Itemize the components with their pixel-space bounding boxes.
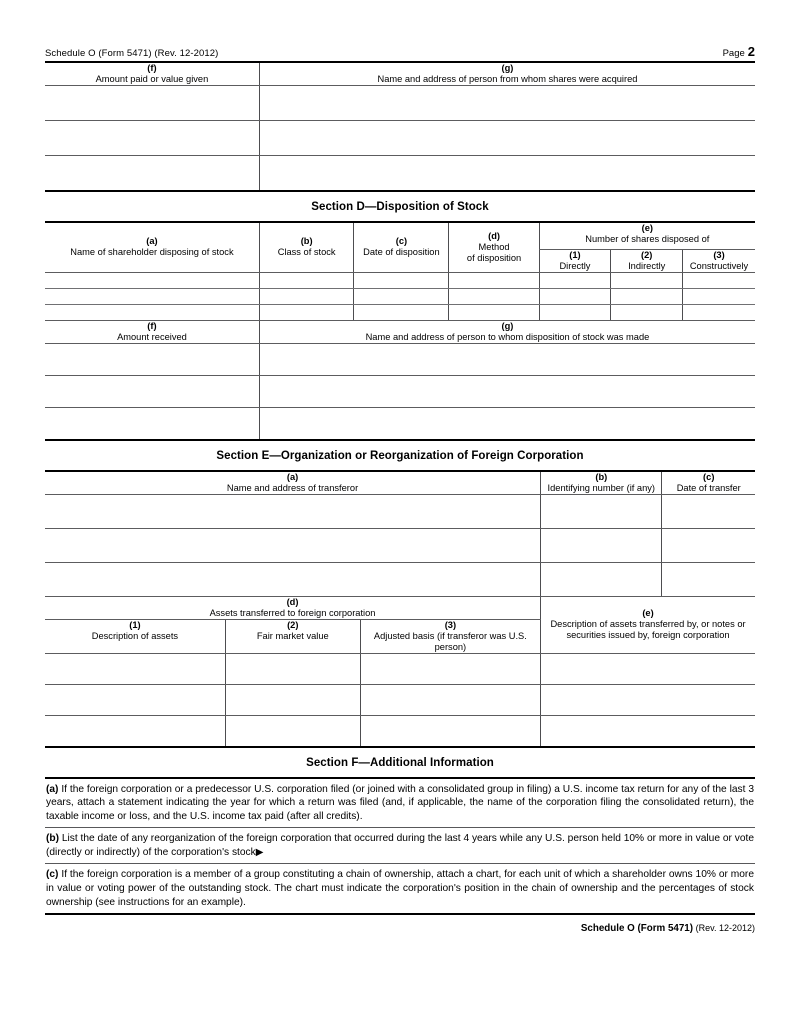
footer-form-name: Schedule O (Form 5471)	[580, 923, 694, 935]
subcolumn-header-d1	[45, 619, 225, 653]
entry-cell-fair-market-value[interactable]	[225, 715, 360, 747]
column-header-b	[541, 471, 662, 494]
entry-cell-transferor-name-address[interactable]	[45, 562, 541, 596]
entry-cell-amount-paid[interactable]	[45, 120, 259, 155]
table-row[interactable]	[45, 715, 755, 747]
entry-cell-shareholder-name[interactable]	[45, 272, 259, 288]
column-header-c	[662, 471, 755, 494]
table-row[interactable]	[45, 120, 755, 155]
form-footer	[45, 915, 755, 934]
column-title-e: Number of shares disposed of	[585, 233, 710, 244]
subcolumn-header-e3	[683, 249, 755, 272]
entry-cell-identifying-number[interactable]	[541, 494, 662, 528]
section-f-body	[45, 777, 755, 916]
section-e-title: Section E—Organization or Reorganization of Foreign Corporation	[216, 449, 584, 462]
entry-cell-description-transferred[interactable]	[541, 684, 755, 715]
entry-cell-indirectly[interactable]	[611, 304, 683, 320]
subcolumn-header-d3	[360, 619, 540, 653]
entry-cell-class-of-stock[interactable]	[259, 288, 353, 304]
column-letter-d: (d)	[286, 596, 299, 607]
subcolumn-letter-e3: (3)	[713, 249, 725, 260]
entry-cell-name-address[interactable]	[259, 120, 755, 155]
entry-cell-method[interactable]	[449, 304, 539, 320]
section-f-item-a-letter: (a)	[46, 783, 59, 795]
subcolumn-letter-e1: (1)	[569, 249, 581, 260]
column-letter-a: (a)	[286, 471, 299, 482]
form-sheet	[45, 44, 755, 934]
entry-cell-transferor-name-address[interactable]	[45, 494, 541, 528]
entry-cell-disposition-name-address[interactable]	[259, 375, 755, 407]
entry-cell-directly[interactable]	[539, 304, 611, 320]
page-number: 2	[747, 44, 755, 59]
entry-cell-adjusted-basis[interactable]	[360, 715, 540, 747]
table-row[interactable]	[45, 85, 755, 120]
column-letter-e: (e)	[641, 222, 653, 233]
column-title-b: Identifying number (if any)	[547, 482, 656, 493]
arrow-right-icon: ▶	[255, 846, 264, 858]
column-letter-e: (e)	[642, 608, 654, 619]
column-header-c	[354, 222, 449, 272]
table-row[interactable]	[45, 288, 755, 304]
column-title-c: Date of disposition	[363, 247, 440, 258]
column-title-g: Name and address of person to whom disposition of stock was made	[365, 331, 650, 342]
entry-cell-date-of-transfer[interactable]	[662, 494, 755, 528]
subcolumn-letter-e2: (2)	[640, 249, 653, 260]
column-header-f	[45, 62, 259, 85]
column-title-b: Class of stock	[277, 247, 336, 258]
section-f-title: Section F—Additional Information	[306, 756, 494, 769]
column-letter-c: (c)	[703, 471, 715, 482]
column-title-c: Date of transfer	[676, 482, 741, 493]
column-header-g	[259, 321, 755, 343]
section-f-item-a	[45, 779, 755, 828]
entry-cell-date-of-transfer[interactable]	[662, 528, 755, 562]
entry-cell-identifying-number[interactable]	[541, 562, 662, 596]
entry-cell-adjusted-basis[interactable]	[360, 653, 540, 684]
column-letter-d: (d)	[488, 230, 500, 241]
column-letter-g: (g)	[501, 63, 514, 73]
section-e-table	[45, 470, 755, 597]
form-identifier: Schedule O (Form 5471) (Rev. 12-2012)	[45, 48, 219, 59]
entry-cell-constructively[interactable]	[683, 304, 755, 320]
entry-cell-disposition-name-address[interactable]	[259, 343, 755, 375]
entry-cell-method[interactable]	[449, 288, 539, 304]
section-c-continued-table	[45, 61, 755, 192]
entry-cell-indirectly[interactable]	[611, 272, 683, 288]
section-f-item-b-letter: (b)	[46, 833, 60, 845]
entry-cell-shareholder-name[interactable]	[45, 288, 259, 304]
column-letter-f: (f)	[147, 320, 157, 331]
table-header-row-top	[45, 597, 755, 620]
section-f-item-c-letter: (c)	[46, 869, 59, 881]
subcolumn-title-e2: Indirectly	[628, 260, 666, 271]
entry-cell-date-of-disposition[interactable]	[354, 288, 449, 304]
column-header-a	[45, 222, 259, 272]
column-title-d-line1: Method	[478, 241, 510, 252]
entry-cell-directly[interactable]	[539, 288, 611, 304]
entry-cell-date-of-disposition[interactable]	[354, 304, 449, 320]
section-f-item-b-text: List the date of any reorganization of the foreign corporation that occurred during the last 4 years while any U.S. person held 10% or more in value or vote (directly or indirectly) of the corporation's stock	[46, 833, 754, 858]
subcolumn-header-e1	[539, 249, 611, 272]
entry-cell-description-transferred[interactable]	[541, 715, 755, 747]
column-title-d-line2: of disposition	[466, 252, 522, 263]
subcolumn-title-e1: Directly	[559, 260, 591, 271]
footer-revision: (Rev. 12-2012)	[695, 923, 755, 934]
entry-cell-constructively[interactable]	[683, 288, 755, 304]
page-header	[45, 44, 755, 61]
table-row[interactable]	[45, 562, 755, 596]
entry-cell-method[interactable]	[449, 272, 539, 288]
section-d-table	[45, 221, 755, 321]
entry-cell-description-of-assets[interactable]	[45, 684, 225, 715]
column-header-e	[541, 597, 755, 653]
page-label: Page	[722, 48, 745, 59]
entry-cell-description-of-assets[interactable]	[45, 653, 225, 684]
entry-cell-constructively[interactable]	[683, 272, 755, 288]
table-row[interactable]	[45, 684, 755, 715]
entry-cell-description-transferred[interactable]	[541, 653, 755, 684]
table-header-row	[45, 471, 755, 494]
subcolumn-header-d2	[225, 619, 360, 653]
entry-cell-amount-paid[interactable]	[45, 85, 259, 120]
table-row[interactable]	[45, 375, 755, 407]
column-header-d	[449, 222, 539, 272]
entry-cell-class-of-stock[interactable]	[259, 272, 353, 288]
column-letter-g: (g)	[501, 320, 514, 331]
table-row[interactable]	[45, 494, 755, 528]
column-title-f: Amount received	[117, 331, 187, 342]
entry-cell-name-address[interactable]	[259, 155, 755, 191]
entry-cell-transferor-name-address[interactable]	[45, 528, 541, 562]
section-f-item-a-text: If the foreign corporation or a predecessor U.S. corporation filed (or joined with a consolidated group in filing) a U.S. income tax return for any of the last 3 years, attach a statement indicating the year for which a return was filed (and, if applicable, the name of the corporation filing the consolidated return), the taxable income or loss, and the U.S. income tax paid (after all credits).	[46, 783, 754, 822]
entry-cell-description-of-assets[interactable]	[45, 715, 225, 747]
entry-cell-disposition-name-address[interactable]	[259, 407, 755, 440]
section-f-item-c-text: If the foreign corporation is a member of a group constituting a chain of ownership, attach a chart, for each unit of which a shareholder owns 10% or more in value or voting power of the outstanding stock. The chart must indicate the corporation's position in the chain of ownership and the percentages of stock ownership (see instructions for an example).	[46, 869, 754, 908]
section-e-lower-table	[45, 597, 755, 748]
subcolumn-title-d2: Fair market value	[256, 630, 329, 641]
column-title-g: Name and address of person from whom shares were acquired	[377, 73, 638, 84]
entry-cell-indirectly[interactable]	[611, 288, 683, 304]
column-title-a: Name of shareholder disposing of stock	[70, 247, 234, 258]
entry-cell-date-of-transfer[interactable]	[662, 562, 755, 596]
column-header-a	[45, 471, 541, 494]
column-header-g	[259, 62, 755, 85]
column-group-header-e	[539, 222, 755, 250]
page-indicator	[723, 44, 755, 59]
section-f-item-b	[45, 828, 755, 863]
subcolumn-title-d1: Description of assets	[91, 630, 179, 641]
subcolumn-letter-d3: (3)	[444, 619, 457, 630]
section-d-lower-table	[45, 321, 755, 441]
table-row[interactable]	[45, 272, 755, 288]
subcolumn-title-e3: Constructively	[689, 260, 749, 271]
column-letter-c: (c)	[395, 236, 408, 247]
table-row[interactable]	[45, 304, 755, 320]
section-d-title: Section D—Disposition of Stock	[311, 200, 489, 213]
entry-cell-amount-received[interactable]	[45, 343, 259, 375]
column-group-header-d	[45, 597, 541, 620]
column-title-e: Description of assets transferred by, or notes or securities issued by, foreign corporation	[550, 619, 746, 641]
subcolumn-header-e2	[611, 249, 683, 272]
column-letter-b: (b)	[595, 471, 608, 482]
entry-cell-directly[interactable]	[539, 272, 611, 288]
entry-cell-name-address[interactable]	[259, 85, 755, 120]
subcolumn-letter-d1: (1)	[129, 619, 141, 630]
entry-cell-amount-paid[interactable]	[45, 155, 259, 191]
column-title-a: Name and address of transferor	[226, 482, 359, 493]
column-header-f	[45, 321, 259, 343]
section-f-item-c	[45, 864, 755, 913]
table-row[interactable]	[45, 653, 755, 684]
column-letter-f: (f)	[147, 63, 157, 73]
column-title-d: Assets transferred to foreign corporation	[209, 607, 376, 618]
table-row[interactable]	[45, 343, 755, 375]
entry-cell-fair-market-value[interactable]	[225, 653, 360, 684]
entry-cell-class-of-stock[interactable]	[259, 304, 353, 320]
entry-cell-identifying-number[interactable]	[541, 528, 662, 562]
column-letter-b: (b)	[300, 236, 313, 247]
table-row[interactable]	[45, 155, 755, 191]
subcolumn-title-d3: Adjusted basis (if transferor was U.S. person)	[373, 630, 527, 652]
entry-cell-date-of-disposition[interactable]	[354, 272, 449, 288]
entry-cell-amount-received[interactable]	[45, 407, 259, 440]
entry-cell-adjusted-basis[interactable]	[360, 684, 540, 715]
table-row[interactable]	[45, 528, 755, 562]
column-letter-a: (a)	[146, 236, 158, 247]
column-title-f: Amount paid or value given	[95, 73, 209, 84]
subcolumn-letter-d2: (2)	[287, 619, 299, 630]
entry-cell-shareholder-name[interactable]	[45, 304, 259, 320]
entry-cell-fair-market-value[interactable]	[225, 684, 360, 715]
table-row[interactable]	[45, 407, 755, 440]
table-header-row	[45, 62, 755, 85]
table-header-row-top	[45, 222, 755, 250]
entry-cell-amount-received[interactable]	[45, 375, 259, 407]
column-header-b	[259, 222, 353, 272]
table-header-row	[45, 321, 755, 343]
